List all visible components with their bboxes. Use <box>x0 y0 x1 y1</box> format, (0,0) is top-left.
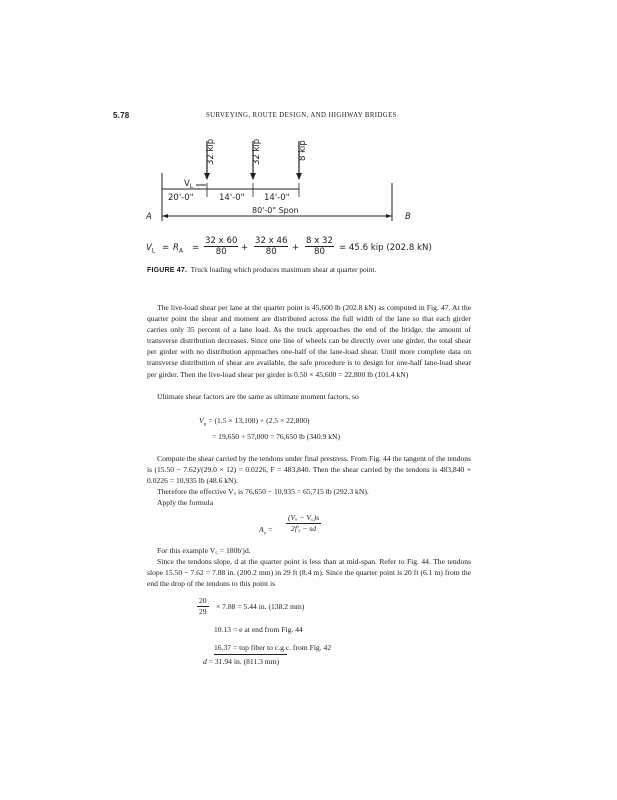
load-arrowhead-1 <box>204 173 210 180</box>
calc-line-1: × 7.88 = 5.44 in. (138.2 mm) <box>216 602 305 611</box>
formula-eq2: = <box>192 243 200 253</box>
vl-label <box>184 179 194 190</box>
calc-line-4: d = 31.94 in. (811.3 mm) <box>203 657 280 666</box>
paragraph-6: Since the tendons slope, d at the quarter point is less than at mid-span. Refer to Fig. 44. The tendons slope 15.50 − 7.62 = 7.88 in. (200.2 mm) in 29 ft (8.4 m). Since the quarter point is 20 ft (6.1 m) from the end the drop of the tendons to this point is <box>147 557 471 589</box>
calc-line-2: 10.13 = e at end from Fig. 44 <box>214 625 303 634</box>
load-label-2: 32 kip <box>252 138 262 165</box>
load-label-1: 32 kip <box>206 138 216 165</box>
paragraph-1b: Ultimate shear factors are the same as ultimate moment factors, so <box>157 392 359 401</box>
eq-vu-line-2: = 19,650 + 57,000 = 76,650 lb (340.9 kN) <box>212 432 341 441</box>
running-title: SURVEYING, ROUTE DESIGN, AND HIGHWAY BRIDGES <box>206 112 397 119</box>
formula-result: = 45.6 kip (202.8 kN) <box>339 243 432 253</box>
formula-eq1: = <box>162 243 170 253</box>
shear-formula <box>146 234 486 260</box>
figure-caption <box>147 265 376 274</box>
formula-plus-1: + <box>241 243 249 253</box>
support-b-label: B <box>405 212 411 222</box>
formula-vl: $V_L$ <box>146 243 156 255</box>
vl-v: V <box>184 179 190 189</box>
formula-term-3: $\frac{8 x 32}{80}$ <box>306 236 333 257</box>
figure-diagram <box>140 127 480 237</box>
page-number: 5.78 <box>113 111 130 120</box>
calc-fraction: $\frac{20}{29}$ <box>199 596 207 616</box>
formula-ra: $R_A$ <box>173 243 184 255</box>
load-label-3: 8 kip <box>298 140 308 161</box>
formula-term-2: $\frac{32 x 46}{80}$ <box>255 236 288 257</box>
paragraph-2: Compute the shear carried by the tendons under final prestress. From Fig. 44 the tangent of the tendons is (15.50 − 7.62)/(29.0 × 12) = 0.0226, F = 483,840. Then the shear carried by the tendons is 483,840 × 0.0226 = 10,935 lb (48.6 kN). <box>147 454 471 486</box>
eq-vu-line-1: $V_u = (1.5 \times 13,100) + (2.5 \times 22,800)$ <box>199 416 310 428</box>
paragraph-3: Therefore the effective Vᵤ is 76,650 − 10,935 = 65,715 lb (292.3 kN). <box>157 487 369 496</box>
eq-av-lhs: $A_v$ = <box>259 525 273 537</box>
span-arrow-right <box>386 214 392 218</box>
caption-label: FIGURE 47. <box>147 267 188 274</box>
formula-plus-2: + <box>292 243 300 253</box>
paragraph-4: Apply the formula <box>157 498 214 507</box>
paragraph-1: The live-load shear per lane at the quarter point is 45,600 lb (202.8 kN) as computed in Fig. 47. At the quarter point the shear and moment are distributed across the full width of the lane so that each girder carries only 35 percent of a lane load. As the truck approaches the end of the bridge, the amount of transverse distribution decreases. Since one line of wheels can be directly over one girder, the total shear per girder with no distribution approaches one-half of the lane-load shear. Until more complete data on transverse distribution of shear are available, the safe procedure is to design for one-half lane-load shear per girder. Then the live-load shear per girder is 0.50 × 45,600 = 22,800 lb (101.4 kN) <box>147 303 471 379</box>
dim-label-2: 14'-0" <box>219 193 245 203</box>
vl-sub: L <box>189 183 194 190</box>
caption-text: Truck loading which produces maximum shear at quarter point. <box>190 265 377 274</box>
dim-label-3: 14'-0" <box>264 193 290 203</box>
support-a-label: A <box>146 212 152 222</box>
span-label: 80'-0" Spon <box>252 206 299 215</box>
calc-line-3: 16.37 = top fiber to c.g.c. from Fig. 42 <box>214 643 332 652</box>
dim-label-1: 20'-0" <box>168 193 194 203</box>
load-arrowhead-2 <box>250 173 256 180</box>
calc-sum-rule <box>214 654 287 655</box>
load-arrowhead-3 <box>296 173 302 180</box>
paragraph-5: For this example V꜀ = 180b′jd. <box>157 546 251 555</box>
eq-av-fraction: $\frac{\text{(Vᵤ − V꜀)s}}{\text{2f′ᵧ − sd}}$ <box>288 513 320 533</box>
formula-term-1: $\frac{32 x 60}{80}$ <box>205 236 238 257</box>
span-arrow-left <box>162 214 168 218</box>
